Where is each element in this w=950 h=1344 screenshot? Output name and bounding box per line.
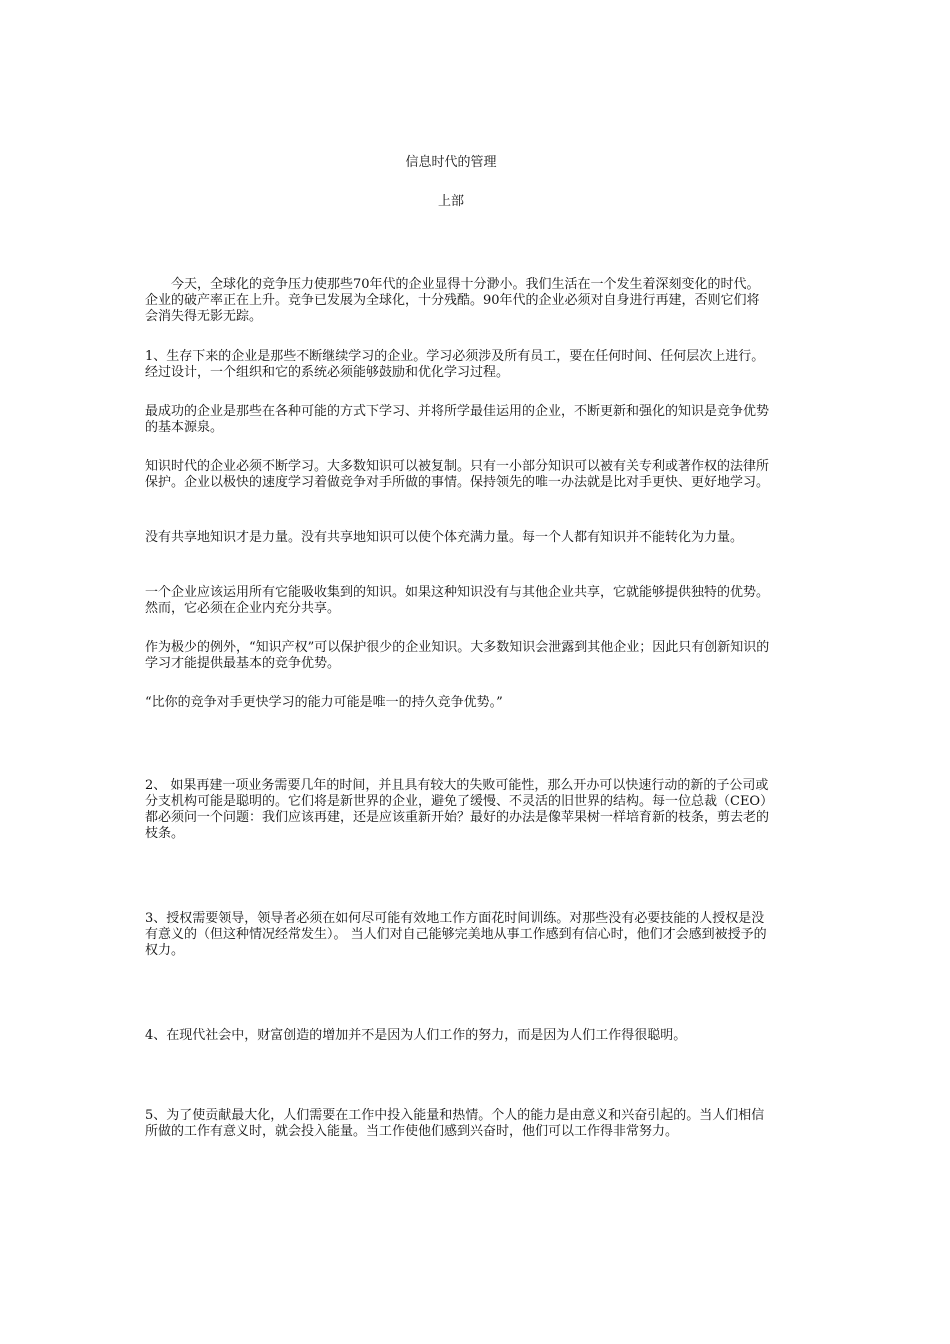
paragraph-point-1: 1、生存下来的企业是那些不断继续学习的企业。学习必须涉及所有员工，要在任何时间、任何层次上进行。经过设计，一个组织和它的系统必须能够鼓励和优化学习过程。 (145, 349, 765, 380)
paragraph-point-5: 5、为了使贡献最大化，人们需要在工作中投入能量和热情。个人的能力是由意义和兴奋引起的。当人们相信所做的工作有意义时，就会投入能量。当工作使他们感到兴奋时，他们可以工作得非常努力。 (145, 1108, 765, 1139)
paragraph-point-4: 4、在现代社会中，财富创造的增加并不是因为人们工作的努力，而是因为人们工作得很聪明。 (145, 1028, 687, 1043)
document-title: 信息时代的管理 (405, 155, 497, 170)
paragraph-quote: “比你的竞争对手更快学习的能力可能是唯一的持久竞争优势。” (145, 695, 503, 710)
paragraph-knowledge-era: 知识时代的企业必须不断学习。大多数知识可以被复制。只有一小部分知识可以被有关专利或著作权的法律所保护。企业以极快的速度学习着做竞争对手所做的事情。保持领先的唯一办法就是比对手更快、更好地学习。 (145, 459, 770, 490)
paragraph-point-3: 3、授权需要领导，领导者必须在如何尽可能有效地工作方面花时间训练。对那些没有必要技能的人授权是没有意义的（但这种情况经常发生）。 当人们对自己能够完美地从事工作感到有信心时，他们才会感到被授予的权力。 (145, 911, 767, 958)
document-subtitle: 上部 (437, 194, 464, 209)
paragraph-shared-knowledge: 没有共享地知识才是力量。没有共享地知识可以使个体充满力量。每一个人都有知识并不能转化为力量。 (145, 530, 744, 545)
paragraph-absorb-knowledge: 一个企业应该运用所有它能吸收集到的知识。如果这种知识没有与其他企业共享，它就能够提供独特的优势。然而，它必须在企业内充分共享。 (145, 585, 770, 616)
paragraph-success: 最成功的企业是那些在各种可能的方式下学习、并将所学最佳运用的企业，不断更新和强化的知识是竞争优势的基本源泉。 (145, 404, 770, 435)
paragraph-intro: 今天，全球化的竞争压力使那些70年代的企业显得十分渺小。我们生活在一个发生着深刻变化的时代。企业的破产率正在上升。竞争已发展为全球化，十分残酷。90年代的企业必须对自身进行再建，否则它们将会消失得无影无踪。 (145, 277, 760, 324)
paragraph-point-2: 2、 如果再建一项业务需要几年的时间，并且具有较大的失败可能性，那么开办可以快速行动的新的子公司或分支机构可能是聪明的。它们将是新世界的企业，避免了缓慢、不灵活的旧世界的结构。每一位总裁（CEO）都必须问一个问题：我们应该再建，还是应该重新开始？最好的办法是像苹果树一样培育新的枝条，剪去老的枝条。 (145, 778, 770, 841)
paragraph-ip: 作为极少的例外，“知识产权”可以保护很少的企业知识。大多数知识会泄露到其他企业；因此只有创新知识的学习才能提供最基本的竞争优势。 (145, 640, 770, 671)
